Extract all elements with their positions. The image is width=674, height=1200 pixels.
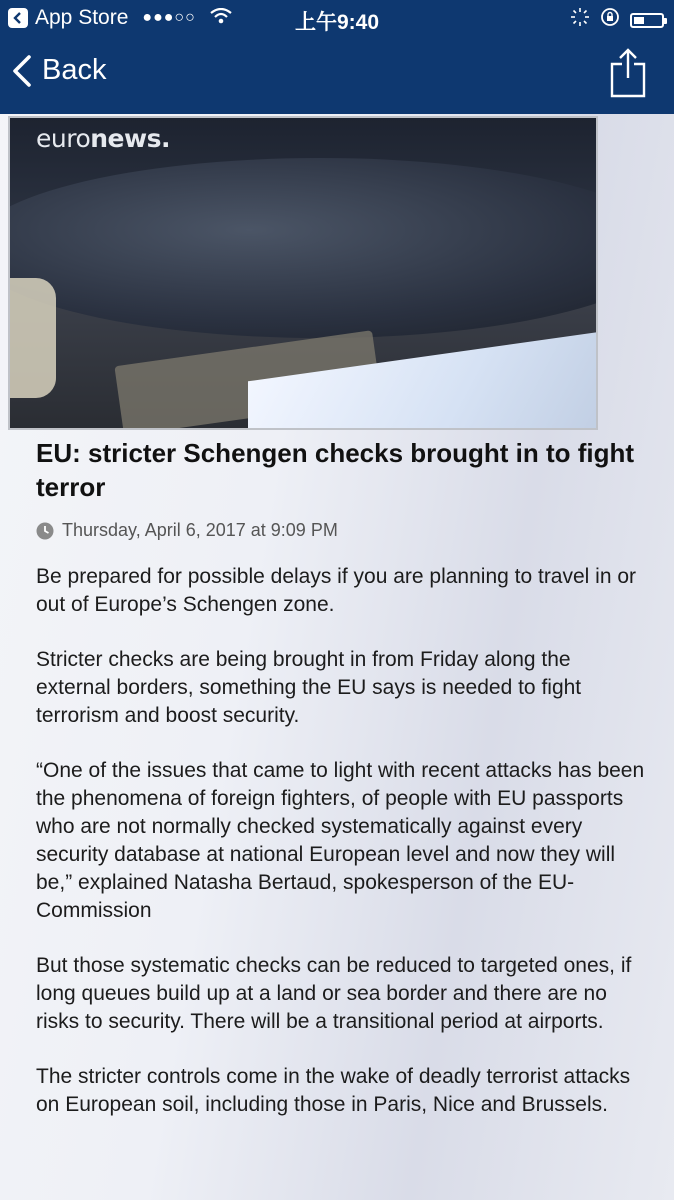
top-bar [0, 0, 674, 114]
euronews-logo [36, 124, 170, 153]
back-button[interactable] [12, 54, 106, 87]
rotation-lock-icon [600, 7, 620, 33]
chevron-left-icon [12, 55, 32, 87]
hero-police-emblem [8, 278, 56, 398]
clock-icon [36, 522, 54, 540]
brightness-icon [570, 7, 590, 33]
status-time: 上午9:40 [294, 11, 380, 34]
article-paragraph: Be prepared for possible delays if you are planning to travel in or out of Europe’s Schengen zone. [36, 565, 637, 616]
navigation-bar [0, 38, 674, 114]
article-paragraph: But those systematic checks can be reduced to targeted ones, if long queues build up at a land or sea border and there are no risks to security. There will be a transitional period at airports. [36, 954, 632, 1033]
carrier-label[interactable]: App Store [35, 6, 129, 29]
back-label: Back [42, 54, 107, 86]
logo-dot: . [160, 124, 170, 153]
article-hero-image[interactable] [8, 116, 598, 430]
status-bar [0, 0, 674, 38]
article-body [36, 563, 646, 1146]
logo-regular-text: euro [36, 124, 91, 153]
hero-car-hood [8, 158, 598, 338]
share-button[interactable] [610, 48, 646, 103]
share-icon [610, 48, 646, 98]
article-title: EU: stricter Schengen checks brought in to fight terror [36, 438, 635, 502]
battery-icon [630, 13, 664, 28]
article-paragraph: “One of the issues that came to light with recent attacks has been the phenomena of foreign fighters, of people with EU passports who are not normally checked systematically against every security database at national European level and now they will be,” explained Natasha Bertaud, spokesperson of the EU-Commission [36, 759, 645, 922]
article-meta [36, 520, 338, 541]
article-paragraph: The stricter controls come in the wake of deadly terrorist attacks on European soil, including those in Paris, Nice and Brussels. [36, 1065, 631, 1116]
signal-strength-icon: ●●●○○ [142, 9, 196, 26]
status-right [570, 7, 664, 33]
article-date: Thursday, April 6, 2017 at 9:09 PM [62, 520, 338, 540]
logo-bold-text: news [90, 124, 161, 153]
article-paragraph: Stricter checks are being brought in from Friday along the external borders, something the EU says is needed to fight terrorism and boost security. [36, 648, 582, 727]
